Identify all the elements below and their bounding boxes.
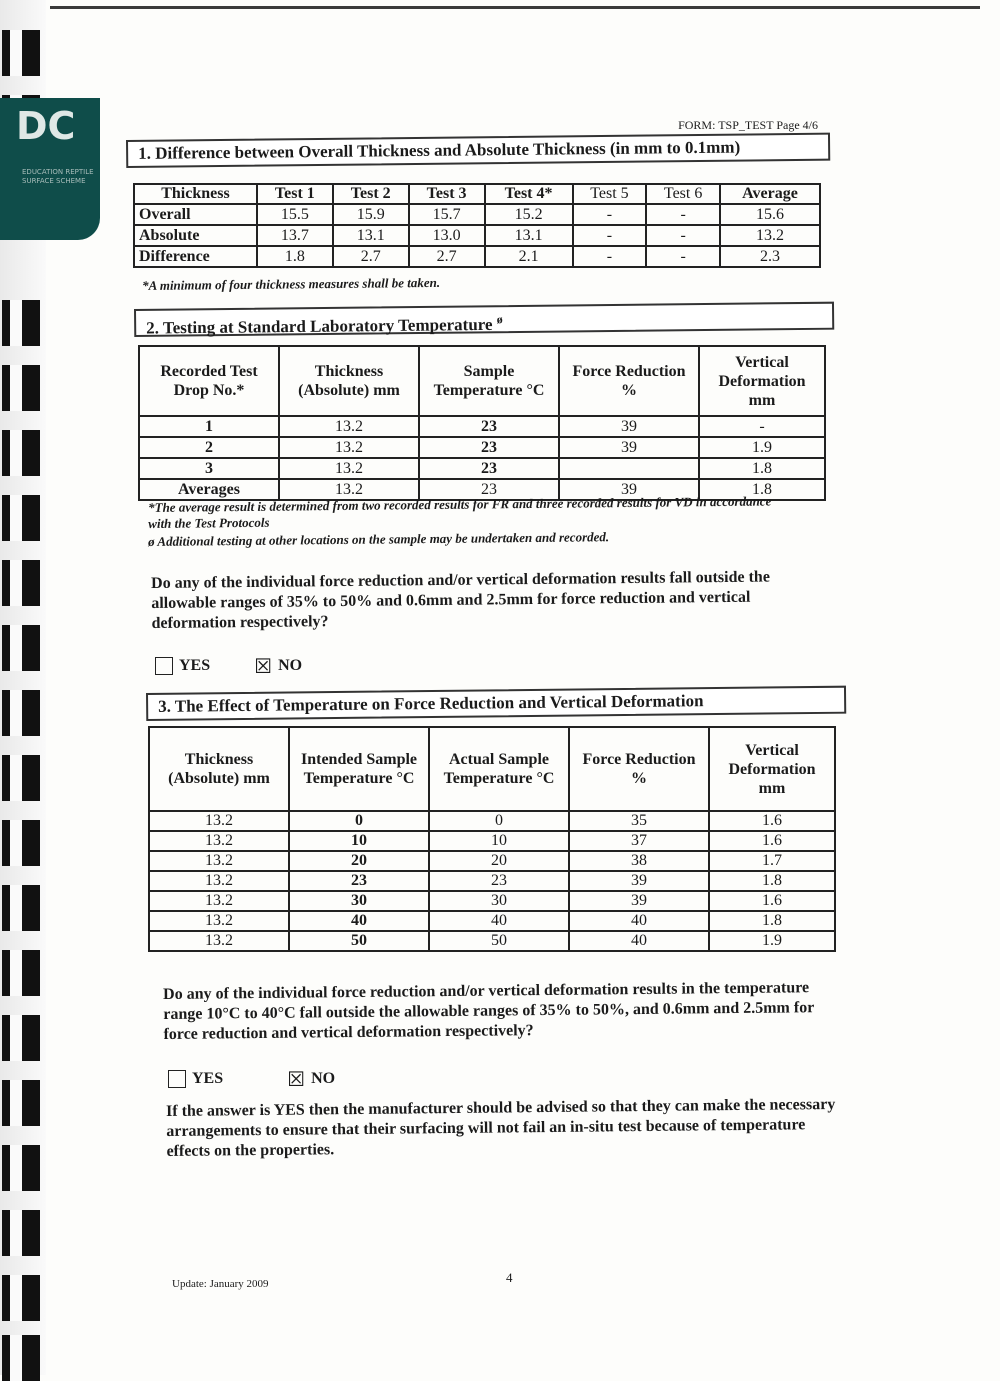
- table-cell: 23: [429, 871, 569, 891]
- yes-label: YES: [179, 657, 211, 674]
- section-2-title-mark: ø: [496, 312, 503, 327]
- table-cell: 35: [569, 811, 709, 831]
- column-header: Test 4*: [485, 184, 573, 204]
- table-row: [134, 204, 820, 225]
- table-header-row: [149, 727, 835, 811]
- table-row: [149, 811, 835, 831]
- table-cell: 38: [569, 851, 709, 871]
- table-cell: 1.8: [699, 458, 825, 479]
- table-cell: 30: [289, 891, 429, 911]
- table-cell: 13.2: [149, 811, 289, 831]
- form-reference: FORM: TSP_TEST Page 4/6: [678, 118, 818, 132]
- table-cell: 50: [429, 931, 569, 951]
- table-cell: 2.3: [720, 246, 820, 267]
- table-row: [149, 891, 835, 911]
- table-cell: 13.0: [409, 225, 485, 246]
- table-cell: 23: [289, 871, 429, 891]
- table-cell: 13.2: [149, 911, 289, 931]
- yes-option[interactable]: [168, 1070, 223, 1088]
- table-cell: 1.9: [709, 931, 835, 951]
- column-header: Vertical Deformation mm: [709, 727, 835, 811]
- page-top-edge: [50, 6, 980, 9]
- table-cell: 15.7: [409, 204, 485, 225]
- table-cell: 13.2: [149, 931, 289, 951]
- yes-option[interactable]: [155, 657, 210, 675]
- additional-testing-note: ø Additional testing at other locations on the sample may be undertaken and recorded.: [148, 529, 610, 549]
- table-cell: 13.1: [333, 225, 409, 246]
- table-cell: 2.1: [485, 246, 573, 267]
- table-header-row: [139, 346, 825, 416]
- table-row: [149, 831, 835, 851]
- section-2-title-text: 2. Testing at Standard Laboratory Temperature: [146, 314, 493, 338]
- table-row: [149, 851, 835, 871]
- thickness-table: [133, 183, 821, 268]
- table-cell: 13.2: [149, 891, 289, 911]
- table-cell: 23: [419, 416, 559, 437]
- table-cell: 13.2: [279, 479, 419, 500]
- manufacturer-advice: If the answer is YES then the manufacturer should be advised so that they can make the necessary arrangements to ensure that their surfacing will not fail an in-situ test because of temperature effects on the properties.: [166, 1095, 836, 1160]
- table-row: [139, 416, 825, 437]
- section-3-question: Do any of the individual force reduction and/or vertical deformation results in the temperature range 10°C to 40°C fall outside the allowable ranges of 35% to 50%, and 0.6mm and 2.5mm for force reduction and vertical deformation respectively?: [163, 979, 815, 1043]
- binding-ring: [2, 755, 40, 801]
- table-cell: 23: [419, 437, 559, 458]
- binding-ring: [2, 495, 40, 541]
- binding-ring: [2, 1335, 40, 1381]
- table-row: [149, 871, 835, 891]
- organisation-logo: [0, 98, 100, 240]
- table-cell: 1.7: [709, 851, 835, 871]
- table-row: [134, 246, 820, 267]
- table-cell: 2.7: [333, 246, 409, 267]
- binding-ring: [2, 625, 40, 671]
- binding-ring: [2, 1275, 40, 1321]
- table-row: [139, 437, 825, 458]
- table-cell: 13.2: [149, 871, 289, 891]
- standard-temperature-table: [138, 345, 826, 501]
- column-header: Test 2: [333, 184, 409, 204]
- table-cell: 1.8: [709, 871, 835, 891]
- table-cell: 15.9: [333, 204, 409, 225]
- table-header-row: [134, 184, 820, 204]
- table-cell: 50: [289, 931, 429, 951]
- update-date: Update: January 2009: [172, 1278, 269, 1290]
- no-checkbox[interactable]: ☒: [254, 654, 273, 678]
- thickness-note: *A minimum of four thickness measures shall be taken.: [142, 274, 441, 293]
- table-cell: 2.7: [409, 246, 485, 267]
- row-label: Overall: [134, 204, 257, 225]
- table-cell: 1.6: [709, 831, 835, 851]
- table-cell: 0: [289, 811, 429, 831]
- binding-ring: [2, 885, 40, 931]
- no-label: NO: [311, 1070, 336, 1087]
- yes-checkbox[interactable]: [155, 657, 173, 675]
- table-cell: 23: [419, 458, 559, 479]
- temperature-effect-table: [148, 726, 836, 952]
- no-option[interactable]: [287, 1067, 336, 1091]
- logo-text: EDUCATION REPTILE SURFACE SCHEME: [22, 168, 94, 185]
- logo-mark: DC: [16, 104, 76, 148]
- table-row: [149, 931, 835, 951]
- table-row: [139, 458, 825, 479]
- table-cell: 15.2: [485, 204, 573, 225]
- table-cell: -: [699, 416, 825, 437]
- table-cell: -: [573, 225, 647, 246]
- no-checkbox[interactable]: ☒: [287, 1067, 306, 1091]
- binding-ring: [2, 1080, 40, 1126]
- table-cell: -: [646, 225, 720, 246]
- table-cell: 40: [569, 911, 709, 931]
- table-cell: 40: [429, 911, 569, 931]
- table-cell: 40: [569, 931, 709, 951]
- table-cell: -: [646, 246, 720, 267]
- column-header: Average: [720, 184, 820, 204]
- table-cell: 1.6: [709, 811, 835, 831]
- column-header: Intended Sample Temperature °C: [289, 727, 429, 811]
- binding-ring: [2, 300, 40, 346]
- table-cell: -: [646, 204, 720, 225]
- table-cell: 13.2: [149, 831, 289, 851]
- averages-label: Averages: [139, 479, 279, 500]
- table-cell: 39: [569, 871, 709, 891]
- binding-ring: [2, 950, 40, 996]
- column-header: Thickness (Absolute) mm: [149, 727, 289, 811]
- table-cell: 13.2: [279, 437, 419, 458]
- column-header: Force Reduction %: [569, 727, 709, 811]
- column-header: Thickness (Absolute) mm: [279, 346, 419, 416]
- row-label: Difference: [134, 246, 257, 267]
- drop-number: 3: [139, 458, 279, 479]
- column-header: Test 6: [646, 184, 720, 204]
- table-cell: 1.9: [699, 437, 825, 458]
- table-cell: 30: [429, 891, 569, 911]
- drop-number: 2: [139, 437, 279, 458]
- column-header: Vertical Deformation mm: [699, 346, 825, 416]
- table-cell: 15.6: [720, 204, 820, 225]
- binding-ring: [2, 430, 40, 476]
- table-cell: 20: [289, 851, 429, 871]
- column-header: Thickness: [134, 184, 257, 204]
- table-cell: 1.8: [699, 479, 825, 500]
- table-cell: 39: [559, 479, 699, 500]
- table-cell: 13.2: [149, 851, 289, 871]
- table-cell: 23: [419, 479, 559, 500]
- table-cell: 37: [569, 831, 709, 851]
- binding-ring: [2, 365, 40, 411]
- column-header: Test 3: [409, 184, 485, 204]
- page-number: 4: [506, 1270, 513, 1285]
- binding-ring: [2, 1210, 40, 1256]
- binding-ring: [2, 1145, 40, 1191]
- table-cell: 13.7: [257, 225, 333, 246]
- binding-ring: [2, 30, 40, 76]
- binding-ring: [2, 1015, 40, 1061]
- table-cell: 13.1: [485, 225, 573, 246]
- table-cell: 1.8: [709, 911, 835, 931]
- column-header: Recorded Test Drop No.*: [139, 346, 279, 416]
- yes-checkbox[interactable]: [168, 1070, 186, 1088]
- column-header: Test 1: [257, 184, 333, 204]
- table-cell: 13.2: [720, 225, 820, 246]
- table-cell: 10: [289, 831, 429, 851]
- section-2-title: [134, 302, 834, 337]
- section-1-title: 1. Difference between Overall Thickness and Absolute Thickness (in mm to 0.1mm): [126, 133, 830, 168]
- table-cell: 39: [559, 437, 699, 458]
- yes-label: YES: [192, 1070, 224, 1087]
- no-option[interactable]: [254, 654, 303, 678]
- binding-ring: [2, 560, 40, 606]
- table-cell: 10: [429, 831, 569, 851]
- drop-number: 1: [139, 416, 279, 437]
- table-cell: [559, 458, 699, 479]
- column-header: Test 5: [573, 184, 647, 204]
- section-2-question: Do any of the individual force reduction and/or vertical deformation results fall outside the allowable ranges of 35% to 50% and 0.6mm and 2.5mm for force reduction and vertical deformation respectively?: [151, 568, 770, 632]
- table-cell: 15.5: [257, 204, 333, 225]
- table-cell: 1.8: [257, 246, 333, 267]
- column-header: Sample Temperature °C: [419, 346, 559, 416]
- averages-note: *The average result is determined from two recorded results for FR and three recorded results for VD in accordance with the Test Protocols: [148, 493, 772, 531]
- no-label: NO: [278, 657, 303, 674]
- table-row: [134, 225, 820, 246]
- table-cell: 0: [429, 811, 569, 831]
- table-cell: 13.2: [279, 416, 419, 437]
- binding-ring: [2, 820, 40, 866]
- table-cell: 39: [569, 891, 709, 911]
- section-2-answer: [155, 654, 303, 678]
- table-row: [149, 911, 835, 931]
- section-3-title: 3. The Effect of Temperature on Force Reduction and Vertical Deformation: [146, 686, 846, 721]
- table-cell: -: [573, 246, 647, 267]
- table-cell: 1.6: [709, 891, 835, 911]
- column-header: Force Reduction %: [559, 346, 699, 416]
- table-cell: -: [573, 204, 647, 225]
- table-cell: 39: [559, 416, 699, 437]
- table-cell: 13.2: [279, 458, 419, 479]
- binding-ring: [2, 690, 40, 736]
- column-header: Actual Sample Temperature °C: [429, 727, 569, 811]
- section-3-answer: [168, 1067, 336, 1091]
- table-cell: 40: [289, 911, 429, 931]
- row-label: Absolute: [134, 225, 257, 246]
- table-cell: 20: [429, 851, 569, 871]
